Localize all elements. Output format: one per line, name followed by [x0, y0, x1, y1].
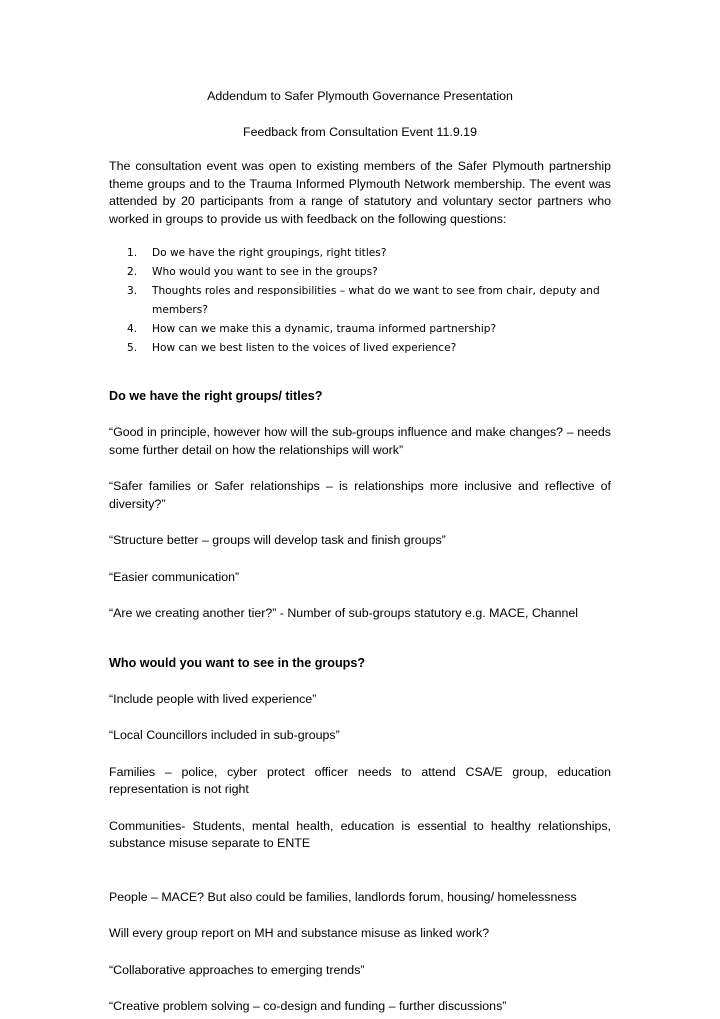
list-number: 2.	[127, 266, 138, 278]
feedback-item: Communities- Students, mental health, education is essential to healthy relationships, substance misuse separate to ENTE	[109, 818, 611, 850]
list-text: Do we have the right groupings, right titles?	[152, 247, 387, 259]
feedback-item: “Creative problem solving – co-design and funding – further discussions”	[109, 999, 507, 1013]
feedback-item: “Include people with lived experience”	[109, 691, 317, 706]
list-text: How can we make this a dynamic, trauma informed partnership?	[152, 323, 497, 335]
list-number: 3.	[127, 285, 138, 297]
document-title: Addendum to Safer Plymouth Governance Presentation	[207, 89, 513, 103]
feedback-item: People – MACE? But also could be families, landlords forum, housing/ homelessness	[109, 889, 577, 904]
list-number: 4.	[127, 323, 138, 335]
section-heading-group-members: Who would you want to see in the groups?	[109, 655, 366, 670]
questions-list	[109, 244, 611, 358]
feedback-item: “Collaborative approaches to emerging trends”	[109, 962, 365, 977]
list-text: Who would you want to see in the groups?	[152, 266, 378, 278]
list-number: 1.	[127, 247, 138, 259]
list-text: Thoughts roles and responsibilities – what do we want to see from chair, deputy and members?	[152, 285, 600, 316]
feedback-item: “Easier communication”	[109, 569, 240, 584]
list-item	[109, 263, 611, 282]
list-item	[109, 339, 611, 358]
document-page	[109, 88, 611, 1016]
list-number: 5.	[127, 342, 138, 354]
list-text: How can we best listen to the voices of lived experience?	[152, 342, 457, 354]
feedback-item: “Local Councillors included in sub-groups”	[109, 728, 340, 742]
feedback-item: Will every group report on MH and substance misuse as linked work?	[109, 926, 490, 940]
section-heading-groups-titles: Do we have the right groups/ titles?	[109, 389, 323, 403]
document-subtitle: Feedback from Consultation Event 11.9.19	[243, 124, 477, 139]
list-item	[109, 282, 611, 320]
feedback-item: “Are we creating another tier?” - Number of sub-groups statutory e.g. MACE, Channel	[109, 606, 578, 620]
feedback-item: “Good in principle, however how will the sub-groups influence and make changes? – needs some further detail on how the relationships will work”	[109, 425, 611, 457]
list-item	[109, 244, 611, 263]
feedback-item: “Safer families or Safer relationships – is relationships more inclusive and reflective of diversity?”	[109, 479, 611, 511]
feedback-item: Families – police, cyber protect officer needs to attend CSA/E group, education representation is not right	[109, 764, 611, 796]
feedback-item: “Structure better – groups will develop task and finish groups”	[109, 533, 446, 547]
intro-paragraph: The consultation event was open to existing members of the Safer Plymouth partnership theme groups and to the Trauma Informed Plymouth Network membership. The event was attended by 20 participants from a range of statutory and voluntary sector partners who worked in groups to provide us with feedback on the following questions:	[109, 159, 611, 226]
list-item	[109, 320, 611, 339]
